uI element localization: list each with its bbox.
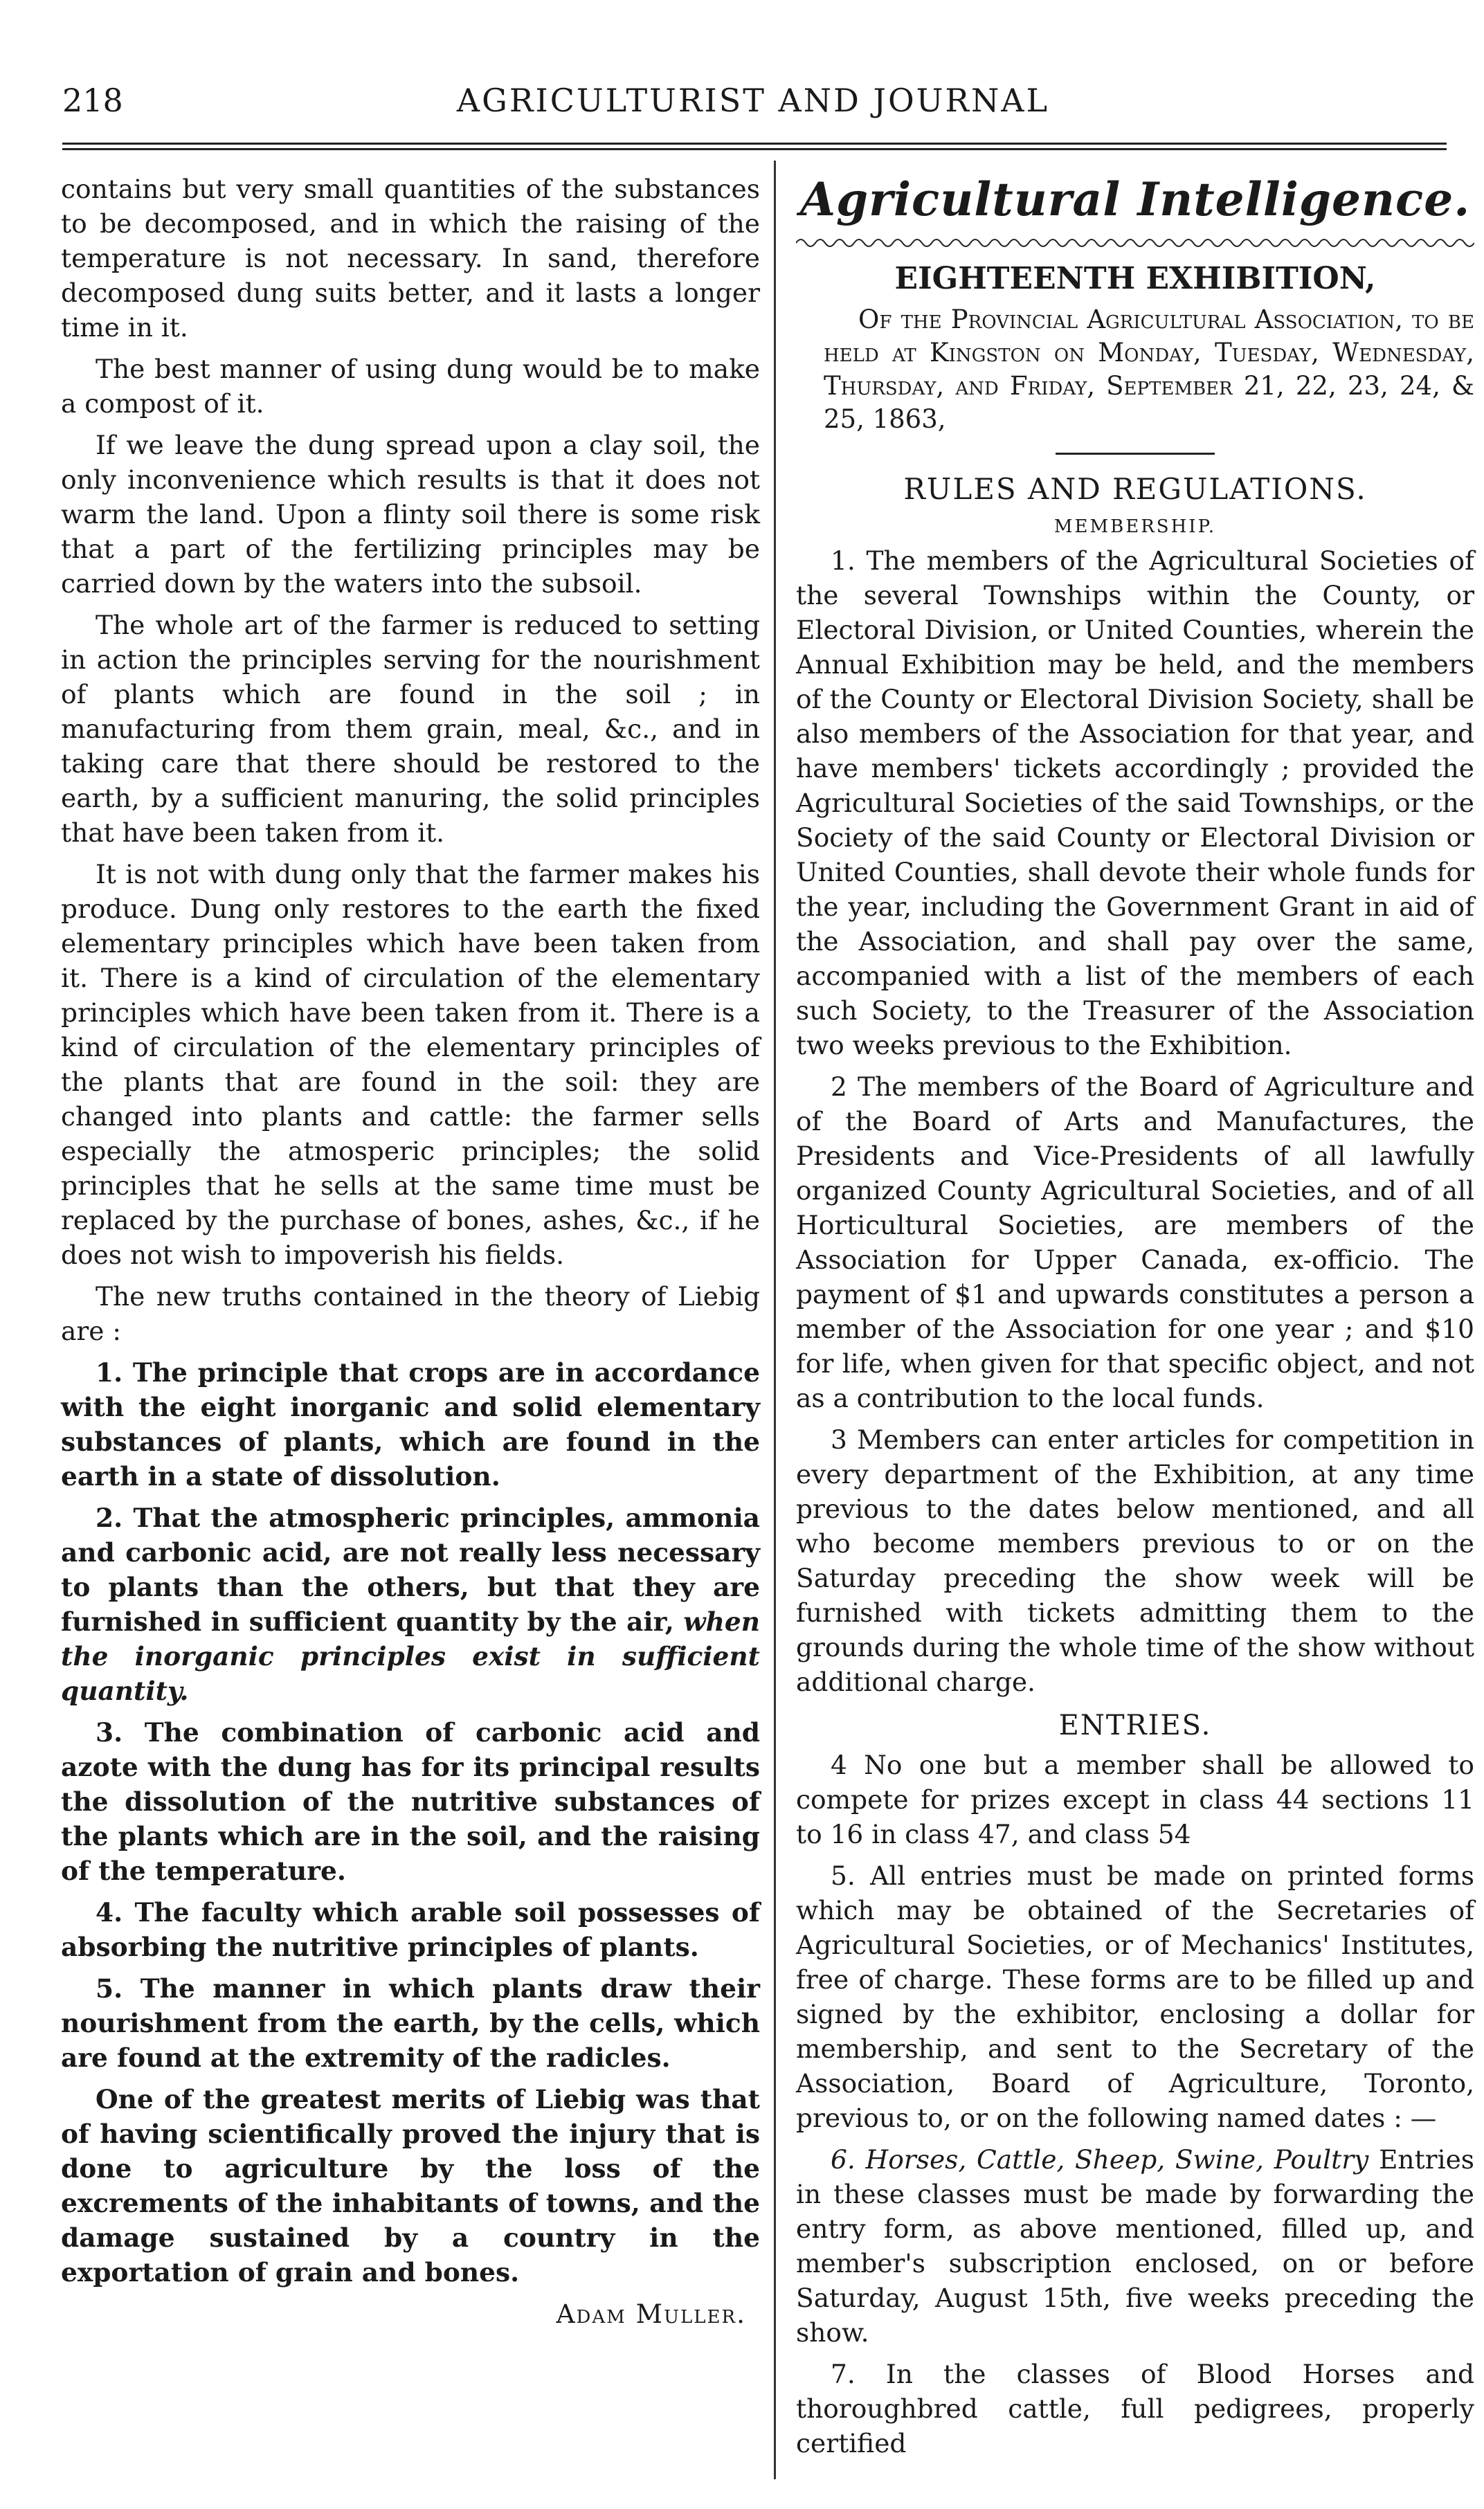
- column-divider: [774, 161, 776, 2479]
- numbered-point: [61, 1501, 760, 1708]
- paragraph: The whole art of the farmer is reduced to setting in action the principles serving for the nourishment of plants which are found in the soil ; in manufacturing from them grain, meal, &c., and in taking care that there should be restored to the earth, by a sufficient manuring, the solid principles that have been taken from it.: [61, 610, 760, 848]
- running-head: AGRICULTURIST AND JOURNAL: [456, 82, 1050, 119]
- paragraph: The best manner of using dung would be to make a compost of it.: [61, 354, 760, 419]
- header-rule-thin: [62, 148, 1447, 150]
- rule-paragraph: 2 The members of the Board of Agriculture and of the Board of Arts and Manufactures, the Presidents and Vice-Presidents of all lawfully organized County Agricultural Societies, and of all Horticultural Societies, are members of the Association for Upper Canada, ex-officio. The payment of $1 and upwards constitutes a person a member of the Association for one year ; and $10 for life, when given for that specific object, and not as a contribution to the local funds.: [796, 1071, 1474, 1413]
- paragraph: contains but very small quantities of the substances to be decomposed, and in which the raising of the temperature is not necessary. In sand, therefore decomposed dung suits better, and it lasts a longer time in it.: [61, 174, 760, 343]
- ornamental-rule: [796, 235, 1474, 251]
- exhibition-title: EIGHTEENTH EXHIBITION,: [894, 261, 1376, 296]
- entries-heading: ENTRIES.: [1058, 1710, 1212, 1741]
- section-masthead: Agricultural Intelligence.: [799, 172, 1471, 226]
- rule-paragraph: [796, 2142, 1474, 2350]
- rule-paragraph: 7. In the classes of Blood Horses and thoroughbred cattle, full pedigrees, properly certified: [796, 2359, 1474, 2458]
- exhibition-subtitle: Of the Provincial Agricultural Association, to be held at Kingston on Monday, Tuesday, Wednesday, Thursday, and Friday, September 21, 22, 23, 24, & 25, 1863,: [824, 305, 1474, 434]
- numbered-point: 4. The faculty which arable soil possesses of absorbing the nutritive principles of plants.: [61, 1897, 760, 1962]
- rule-text: Entries in these classes must be made by forwarding the entry form, as above mentioned, filled up, and member's subscription enclosed, on or before Saturday, August 15th, five weeks preceding the show.: [796, 2144, 1475, 2348]
- point-text: 2. That the atmospheric principles, ammonia and carbonic acid, are not really less necessary to plants than the others, but that they are furnished in sufficient quantity by the air,: [61, 1503, 760, 1637]
- header-rule: [62, 143, 1447, 145]
- rule-paragraph: 4 No one but a member shall be allowed to compete for prizes except in class 44 sections 11 to 16 in class 47, and class 54: [796, 1750, 1474, 1849]
- membership-heading: MEMBERSHIP.: [1053, 516, 1217, 537]
- paragraph: The new truths contained in the theory of Liebig are :: [61, 1281, 760, 1346]
- author-signature: Adam Muller.: [556, 2299, 746, 2329]
- rule-paragraph: 1. The members of the Agricultural Societies of the several Townships within the County, or Electoral Division, or United Counties, wherein the Annual Exhibition may be held, and the members of the County or Electoral Division Society, shall be also members of the Association for that year, and have members' tickets accordingly ; provided the Agricultural Societies of the said Townships, or the Society of the said County or Electoral Division or United Counties, shall devote their whole funds for the year, including the Government Grant in aid of the Association, and shall pay over the same, accompanied with a list of the members of each such Society, to the Treasurer of the Association two weeks previous to the Exhibition.: [796, 545, 1474, 1060]
- point-emphasis: when the inorganic principles exist in sufficient quantity.: [61, 1606, 761, 1706]
- paragraph: One of the greatest merits of Liebig was that of having scientifically proved the injury that is done to agriculture by the loss of the excrements of the inhabitants of towns, and the damage sustained by a country in the exportation of grain and bones.: [61, 2084, 760, 2288]
- numbered-point: 5. The manner in which plants draw their nourishment from the earth, by the cells, which are found at the extremity of the radicles.: [61, 1973, 760, 2073]
- page-header: [62, 82, 1444, 137]
- rules-heading: RULES AND REGULATIONS.: [903, 472, 1367, 506]
- rule-paragraph: 3 Members can enter articles for competition in every department of the Exhibition, at any time previous to the dates below mentioned, and all who become members previous to or on the Saturday preceding the show week will be furnished with tickets admitting them to the grounds during the whole time of the show without additional charge.: [796, 1424, 1474, 1697]
- rule-emphasis: 6. Horses, Cattle, Sheep, Swine, Poultry: [831, 2144, 1369, 2175]
- paragraph: If we leave the dung spread upon a clay soil, the only inconvenience which results is that it does not warm the land. Upon a flinty soil there is some risk that a part of the fertilizing principles may be carried down by the waters into the subsoil.: [61, 430, 760, 599]
- page-number: 218: [62, 82, 123, 119]
- numbered-point: 3. The combination of carbonic acid and azote with the dung has for its principal results the dissolution of the nutritive substances of the plants which are in the soil, and the raising of the temperature.: [61, 1717, 760, 1886]
- rule-paragraph: 5. All entries must be made on printed forms which may be obtained of the Secretaries of Agricultural Societies, or of Mechanics' Institutes, free of charge. These forms are to be filled up and signed by the exhibitor, enclosing a dollar for membership, and sent to the Secretary of the Association, Board of Agriculture, Toronto, previous to, or on the following named dates : —: [796, 1860, 1474, 2133]
- right-column: [796, 172, 1474, 2467]
- left-column: [61, 172, 760, 2331]
- paragraph: It is not with dung only that the farmer makes his produce. Dung only restores to the earth the fixed elementary principles which have been taken from it. There is a kind of circulation of the elementary principles which have been taken from it. There is a kind of circulation of the elementary principles of the plants that are found in the soil: they are changed into plants and cattle: the farmer sells especially the atmosperic principles; the solid principles that he sells at the same time must be replaced by the purchase of bones, ashes, &c., if he does not wish to impoverish his fields.: [61, 859, 760, 1270]
- numbered-point: 1. The principle that crops are in accordance with the eight inorganic and solid elementary substances of plants, which are found in the earth in a state of dissolution.: [61, 1357, 760, 1492]
- section-rule: [1056, 453, 1215, 455]
